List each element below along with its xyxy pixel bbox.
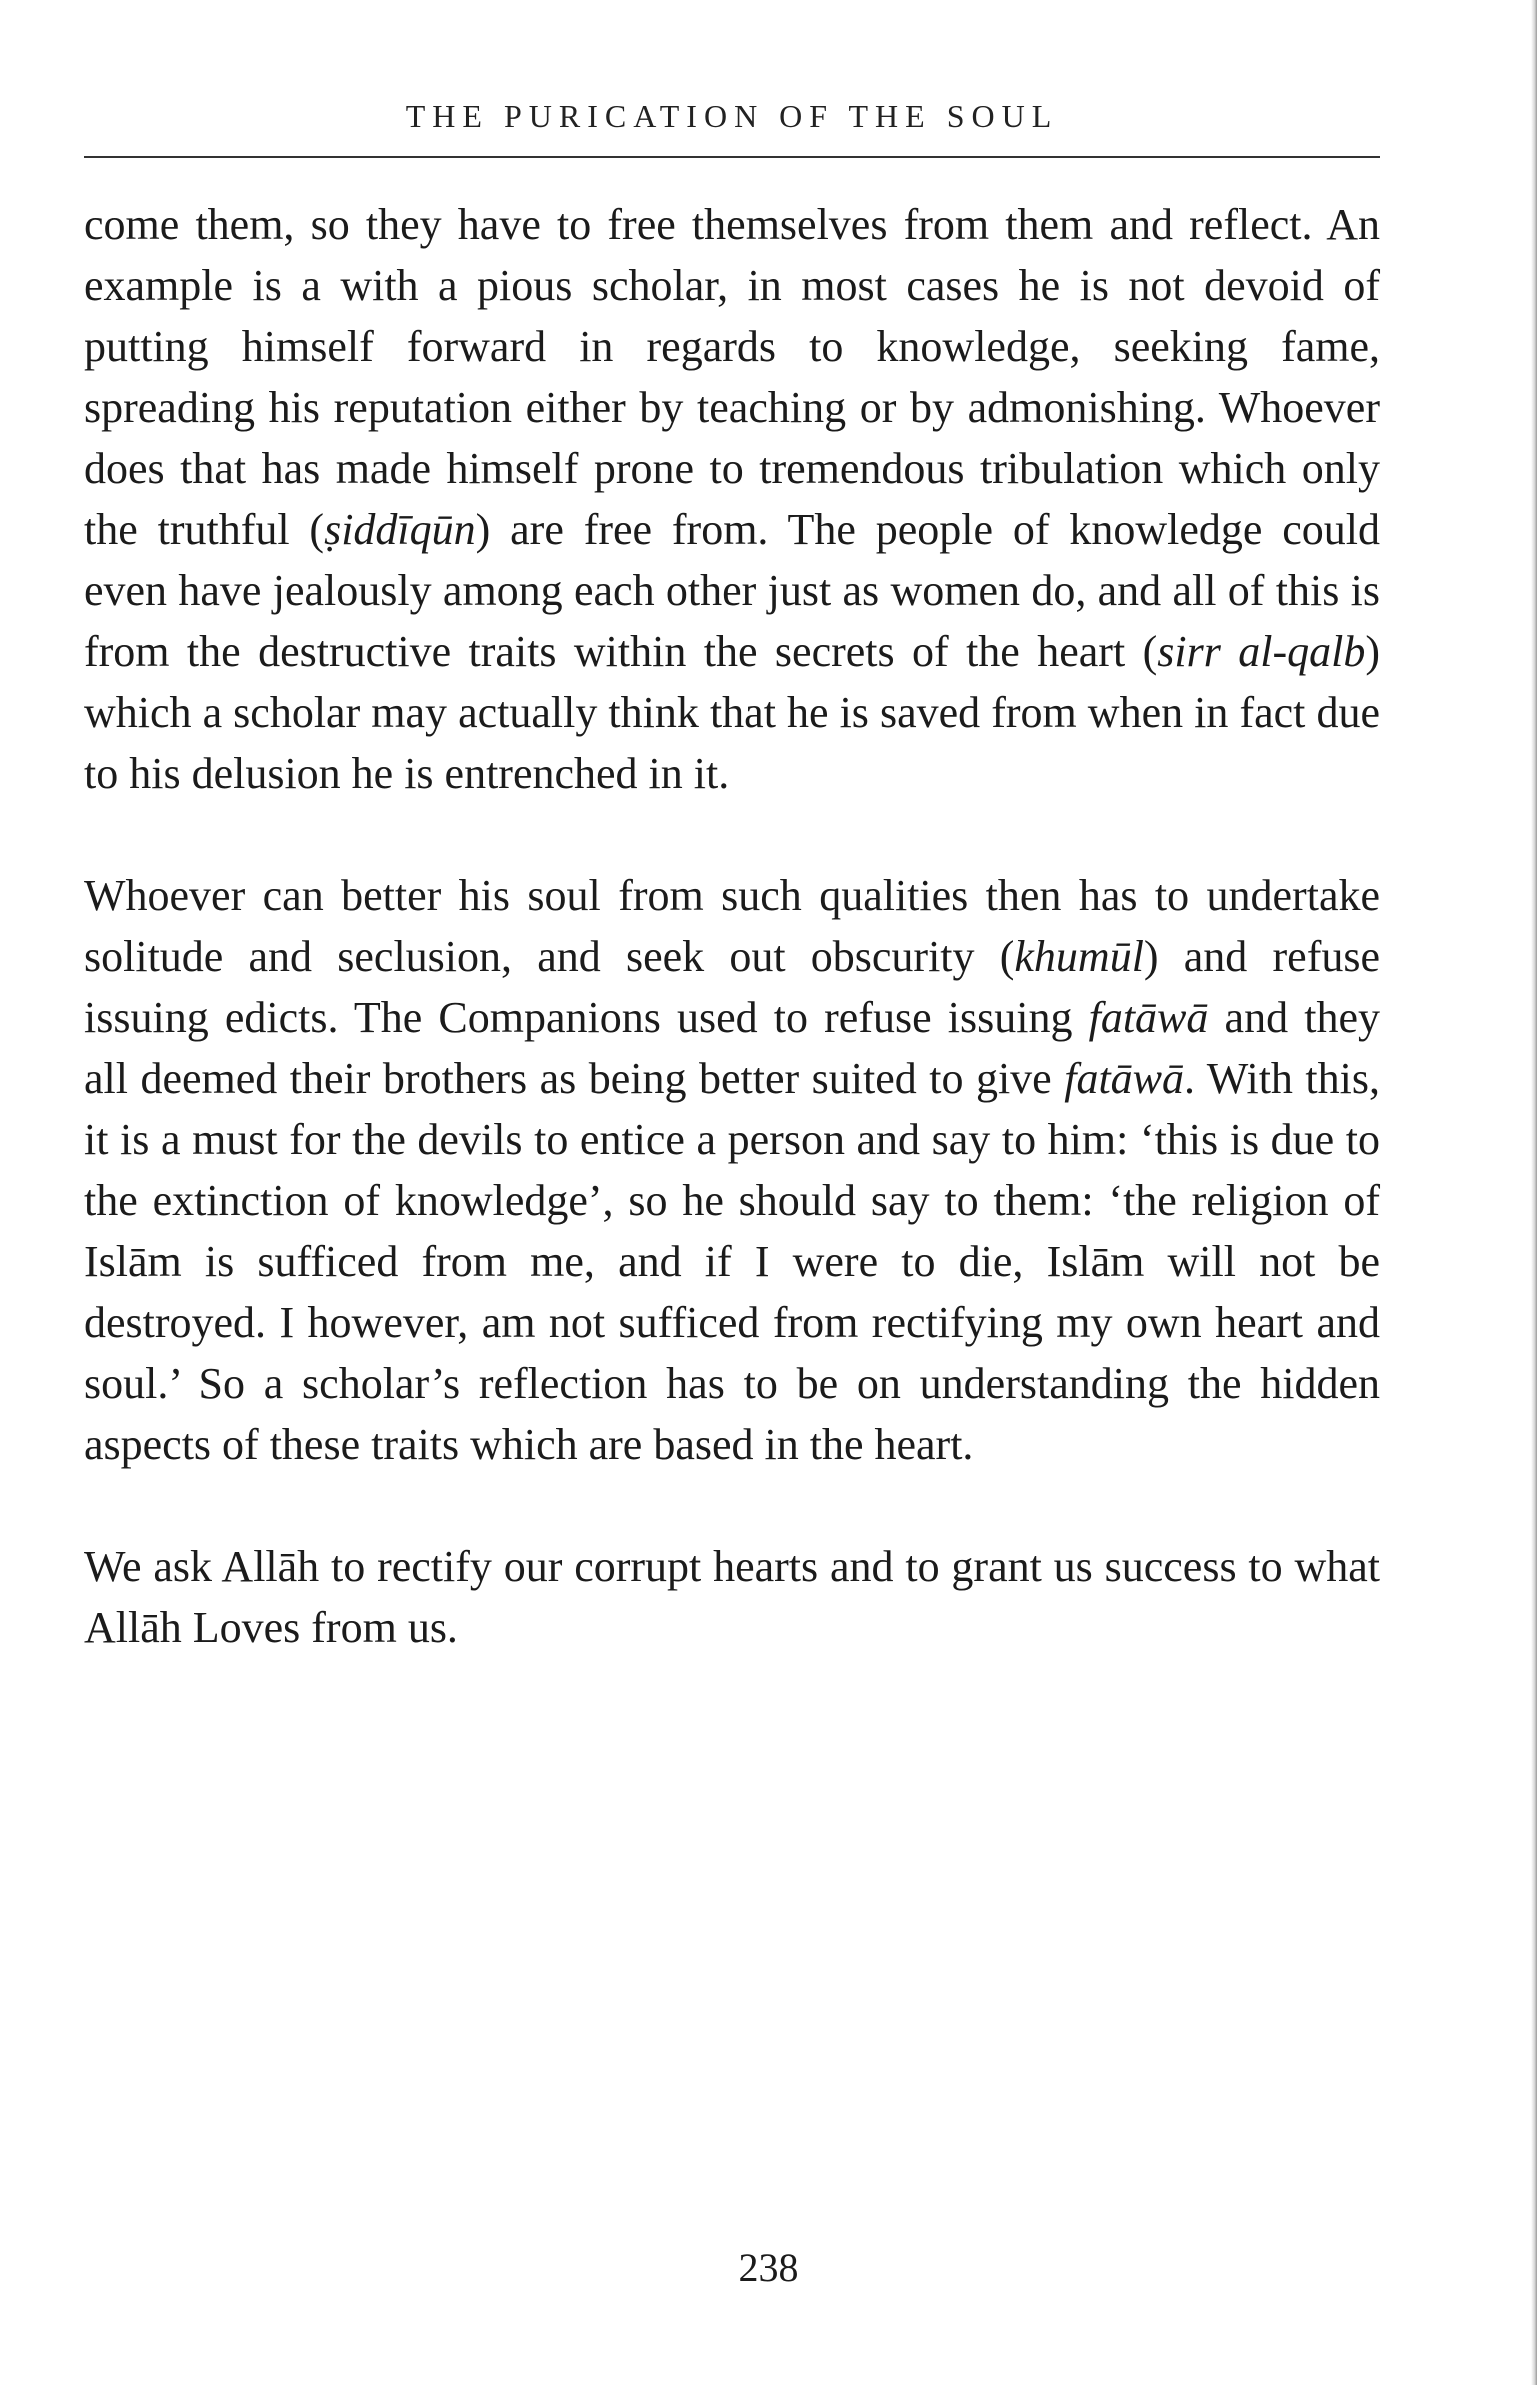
- paragraph-2: [84, 865, 1380, 1475]
- text-run: We ask Allāh to rectify our corrupt hearts and to grant us success to what Allāh Loves from us.: [84, 1542, 1380, 1652]
- paragraph-3: [84, 1536, 1380, 1658]
- italic-term-siddiqun: ṣiddīqūn: [324, 505, 476, 554]
- page-number: 238: [738, 2245, 799, 2290]
- text-run: and they all deemed their brothers as being better suited to give: [84, 993, 1380, 1103]
- italic-term-fatawa: fatāwā: [1064, 1054, 1185, 1103]
- text-run: ) are free from. The people of knowledge could even have jealously among each other just as women do, and all of this is from the destructive traits within the secrets of the heart (: [84, 505, 1380, 676]
- text-run: come them, so they have to free themselves from them and reflect. An example is a with a pious scholar, in most cases he is not devoid of putting himself forward in regards to knowledge, seeking fame, spreading his reputation either by teaching or by admonishing. Whoever does that has made himself prone to tremendous tribulation which only the truthful (: [84, 200, 1380, 554]
- running-header: THE PURICATION OF THE SOUL: [405, 98, 1059, 134]
- text-run: Whoever can better his soul from such qualities then has to undertake solitude and seclusion, and seek out obscurity (: [84, 871, 1380, 981]
- italic-term-fatawa: fatāwā: [1088, 993, 1209, 1042]
- text-run: ) and refuse issuing edicts. The Companions used to refuse issuing: [84, 932, 1380, 1042]
- italic-term-sirr-al-qalb: sirr al-qalb: [1157, 627, 1366, 676]
- body-text: [84, 194, 1380, 1658]
- paragraph-1: [84, 194, 1380, 804]
- text-run: . With this, it is a must for the devils to entice a person and say to him: ‘this is due to the extinction of knowledge’, so he should say to them: ‘the religion of Islām is sufficed from me, and if I were to die, Islām will not be destroyed. I however, am not sufficed from rectifying my own heart and soul.’ So a scholar’s reflection has to be on understanding the hidden aspects of these traits which are based in the heart.: [84, 1054, 1381, 1469]
- header-rule: [84, 156, 1380, 158]
- page-edge-shadow: [1531, 0, 1537, 2385]
- italic-term-khumul: khumūl: [1014, 932, 1144, 981]
- text-run: ) which a scholar may actually think that he is saved from when in fact due to his delusion he is entrenched in it.: [84, 627, 1380, 798]
